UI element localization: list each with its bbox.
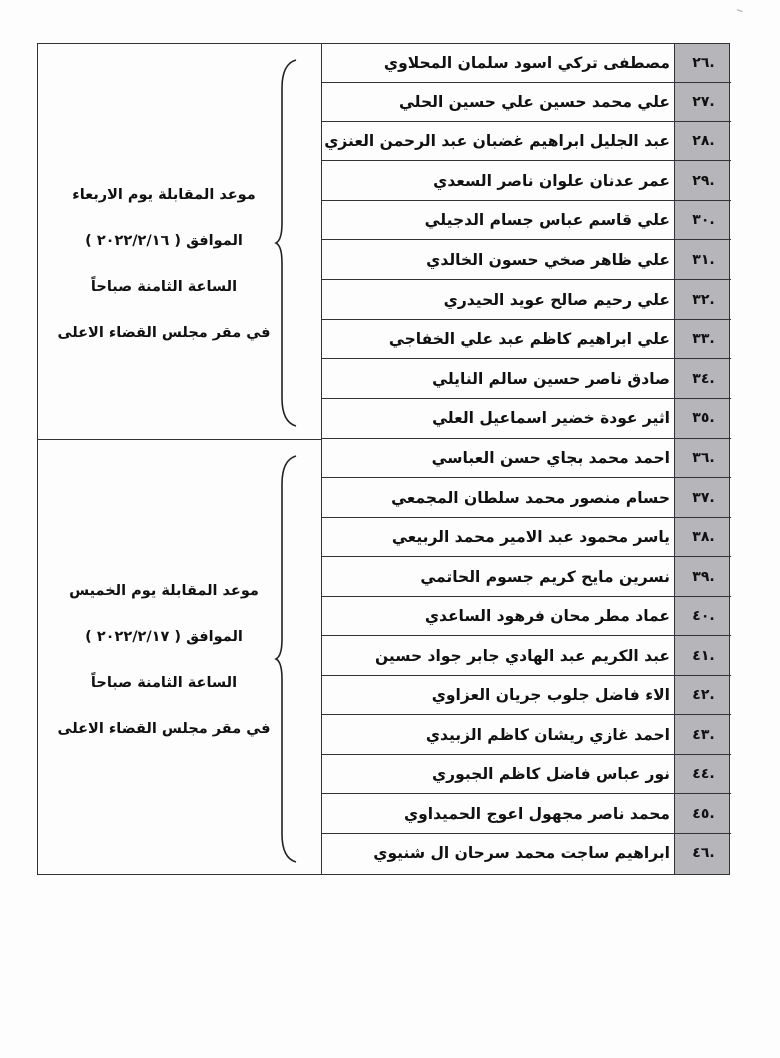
- group-divider: [38, 439, 321, 440]
- table-row: [321, 83, 731, 122]
- candidate-name: اثير عودة خضير اسماعيل العلي: [432, 409, 670, 427]
- candidate-name: الاء فاضل جلوب جريان العزاوي: [431, 686, 670, 704]
- row-number: .٤٤: [692, 766, 715, 782]
- scan-mark: [735, 9, 742, 16]
- row-number: .٢٩: [692, 173, 715, 189]
- candidate-name: علي رحيم صالح عويد الحيدري: [443, 291, 670, 309]
- table-row: [321, 241, 731, 280]
- row-number: .٢٧: [692, 94, 715, 110]
- curly-brace-icon: [274, 58, 300, 428]
- interview-day-line: موعد المقابلة يوم الاربعاء: [72, 187, 256, 203]
- candidate-name: نور عباس فاضل كاظم الجبوري: [431, 765, 670, 783]
- candidate-name: عمر عدنان علوان ناصر السعدي: [433, 172, 670, 190]
- row-number: .٣٤: [692, 371, 715, 387]
- row-number: .٣٧: [692, 490, 715, 506]
- table-row: [321, 716, 731, 755]
- table-row: [321, 439, 731, 478]
- row-number: .٤٠: [692, 608, 715, 624]
- table-row: [321, 597, 731, 636]
- candidates-table: [37, 43, 730, 875]
- row-number: .٣٣: [692, 331, 715, 347]
- table-row: [321, 755, 731, 794]
- row-number: .٣١: [692, 252, 715, 268]
- table-row: [321, 399, 731, 439]
- candidate-name: عبد الكريم عبد الهادي جابر جواد حسين: [374, 647, 670, 665]
- schedule-info-thursday: [38, 568, 290, 752]
- curly-brace-icon: [274, 454, 300, 864]
- candidate-name: علي ابراهيم كاظم عبد علي الخفاجي: [388, 330, 670, 348]
- row-number: .٣٥: [692, 410, 715, 426]
- table-row: [321, 558, 731, 597]
- table-row: [321, 834, 731, 875]
- row-number: .٤٢: [692, 687, 715, 703]
- table-row: [321, 360, 731, 399]
- schedule-info-wednesday: [38, 172, 290, 356]
- table-row: [321, 479, 731, 518]
- candidate-name: علي قاسم عباس جسام الدجيلي: [424, 211, 670, 229]
- row-number: .٣٠: [692, 212, 715, 228]
- table-row: [321, 637, 731, 676]
- interview-day-line: موعد المقابلة يوم الخميس: [69, 583, 259, 599]
- candidate-name: حسام منصور محمد سلطان المجمعي: [391, 489, 670, 507]
- candidate-name: مصطفى تركي اسود سلمان المحلاوي: [383, 54, 670, 72]
- candidate-name: احمد محمد بجاي حسن العباسي: [431, 449, 670, 467]
- table-row: [321, 44, 731, 83]
- interview-location-line: في مقر مجلس القضاء الاعلى: [57, 325, 271, 341]
- candidate-name: صادق ناصر حسين سالم النايلي: [432, 370, 670, 388]
- candidate-name: علي محمد حسين علي حسين الحلي: [398, 93, 670, 111]
- table-row: [321, 676, 731, 715]
- table-row: [321, 518, 731, 557]
- candidate-name: عماد مطر محان فرهود الساعدي: [424, 607, 670, 625]
- row-number: .٣٢: [692, 292, 715, 308]
- row-number: .٤٣: [692, 727, 715, 743]
- row-number: .٢٨: [692, 133, 715, 149]
- row-number: .٣٩: [692, 569, 715, 585]
- candidate-name: نسرين مايح كريم جسوم الحاتمي: [420, 568, 670, 586]
- row-number: .٣٨: [692, 529, 715, 545]
- table-row: [321, 162, 731, 201]
- table-row: [321, 281, 731, 320]
- row-number: .٤٦: [692, 845, 715, 861]
- table-row: [321, 320, 731, 359]
- candidate-name: عبد الجليل ابراهيم غضبان عبد الرحمن العنزي: [324, 132, 670, 150]
- table-row: [321, 795, 731, 834]
- table-row: [321, 201, 731, 240]
- interview-date-line: الموافق ( ٢٠٢٢/٢/١٧ ): [85, 629, 243, 645]
- row-number: .٤٥: [692, 806, 715, 822]
- interview-location-line: في مقر مجلس القضاء الاعلى: [57, 721, 271, 737]
- row-number: .٣٦: [692, 450, 715, 466]
- candidate-name: ياسر محمود عبد الامير محمد الربيعي: [391, 528, 670, 546]
- candidate-name: احمد غازي ريشان كاظم الزبيدي: [425, 726, 670, 744]
- row-number: .٢٦: [692, 55, 715, 71]
- row-number: .٤١: [692, 648, 715, 664]
- candidate-name: علي ظاهر صخي حسون الخالدي: [426, 251, 670, 269]
- interview-time-line: الساعة الثامنة صباحاً: [90, 279, 238, 295]
- candidate-name: محمد ناصر مجهول اعوج الحميداوي: [403, 805, 670, 823]
- candidate-name: ابراهيم ساجت محمد سرحان ال شنيوي: [373, 844, 670, 862]
- interview-time-line: الساعة الثامنة صباحاً: [90, 675, 238, 691]
- table-row: [321, 122, 731, 161]
- interview-date-line: الموافق ( ٢٠٢٢/٢/١٦ ): [85, 233, 243, 249]
